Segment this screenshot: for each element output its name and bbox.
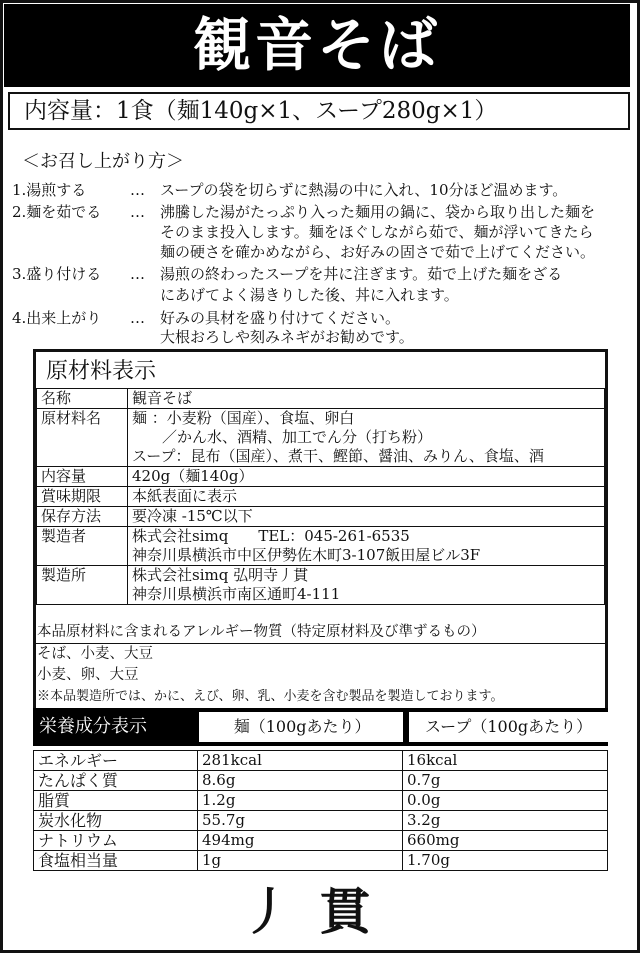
allergy-section (33, 622, 608, 707)
value-line: 420g（麺140g） (132, 467, 254, 485)
row-key: 保存方法 (37, 507, 128, 527)
step-text: 麺の硬さを確かめながら、お好みの固さで茹で上げてください。 (160, 243, 596, 261)
step-text: 大根おろしや刻みネギがお勧めです。 (160, 328, 414, 346)
step-2 (12, 203, 595, 222)
step-label: 2.麺を茹でる (12, 203, 102, 221)
value-line: 株式会社simq TEL：045-261-6535 (132, 527, 410, 545)
nutrient-name: 脂質 (34, 791, 198, 811)
noodle-value: 55.7g (198, 811, 403, 831)
nutrient-name: たんぱく質 (34, 771, 198, 791)
value-line: 神奈川県横浜市南区通町4-111 (132, 585, 341, 603)
table-row (37, 527, 605, 566)
step-dots: … (130, 181, 145, 199)
row-key: 名称 (37, 389, 128, 409)
table-row (34, 851, 608, 871)
value-line: 本紙表面に表示 (132, 487, 238, 505)
nutrient-name: 炭水化物 (34, 811, 198, 831)
table-row (34, 791, 608, 811)
value-line: ／かん水、酒精、加工でん分（打ち粉） (132, 428, 433, 446)
allergy-noodle: そば、小麦、大豆 (37, 646, 153, 662)
row-value (128, 527, 605, 566)
nutrient-name: ナトリウム (34, 831, 198, 851)
table-row (37, 507, 605, 527)
ingredients-table (36, 388, 605, 605)
nutrition-table (33, 750, 608, 871)
step-1 (12, 181, 567, 200)
value-line: スープ：昆布（国産）、煮干、鰹節、醤油、みりん、食塩、酒 (132, 447, 544, 465)
step-dots: … (130, 265, 145, 283)
nutrition-panel (33, 708, 608, 871)
table-row (37, 409, 605, 467)
content-amount: 内容量：1食（麺140g×1、スープ280g×1） (8, 92, 630, 130)
value-line: 神奈川県横浜市中区伊勢佐木町3-107飯田屋ビル3F (132, 546, 481, 564)
row-value (128, 409, 605, 467)
step-label: 3.盛り付ける (12, 265, 102, 283)
value-line: 麺 ：小麦粉（国産）、食塩、卵白 (132, 409, 355, 427)
noodle-value: 1.2g (198, 791, 403, 811)
soup-value: 1.70g (403, 851, 608, 871)
value-line: 株式会社simq 弘明寺丿貫 (132, 566, 309, 584)
how-to-title: ＜お召し上がり方＞ (22, 151, 184, 172)
ingredients-title: 原材料表示 (46, 359, 157, 384)
table-row (37, 487, 605, 507)
step-text: そのまま投入します。麺をほぐしながら茹で、麺が浮いてきたら (160, 223, 594, 241)
value-line: 要冷凍 -15℃以下 (132, 507, 253, 525)
table-row (34, 771, 608, 791)
step-label: 4.出来上がり (12, 309, 102, 327)
step-dots: … (130, 309, 145, 327)
row-value (128, 566, 605, 605)
table-row (34, 751, 608, 771)
product-title: 観音そば (4, 4, 630, 87)
step-text: スープの袋を切らずに熱湯の中に入れ、10分ほど温めます。 (160, 181, 568, 199)
table-row (34, 831, 608, 851)
step-4 (12, 309, 400, 328)
row-key: 賞味期限 (37, 487, 128, 507)
table-row (37, 389, 605, 409)
noodle-value: 494mg (198, 831, 403, 851)
nutrient-name: 食塩相当量 (34, 851, 198, 871)
nutrition-title: 栄養成分表示 (39, 716, 147, 737)
step-label: 1.湯煎する (12, 181, 87, 199)
row-key: 原材料名 (37, 409, 128, 467)
nutrient-name: エネルギー (34, 751, 198, 771)
nutrition-col-noodle: 麺（100gあたり） (199, 712, 403, 742)
allergy-soup: 小麦、卵、大豆 (37, 667, 139, 683)
noodle-value: 8.6g (198, 771, 403, 791)
brand-logo: 丿貫 (242, 882, 398, 941)
table-row (37, 467, 605, 487)
row-value (128, 487, 605, 507)
soup-value: 3.2g (403, 811, 608, 831)
soup-value: 0.0g (403, 791, 608, 811)
noodle-value: 1g (198, 851, 403, 871)
soup-value: 660mg (403, 831, 608, 851)
table-row (34, 811, 608, 831)
step-text: 好みの具材を盛り付けてください。 (160, 309, 401, 327)
row-key: 製造所 (37, 566, 128, 605)
row-key: 製造者 (37, 527, 128, 566)
nutrition-header (33, 708, 608, 746)
noodle-value: 281kcal (198, 751, 403, 771)
row-key: 内容量 (37, 467, 128, 487)
step-text: にあげてよく湯きりした後、丼に入れます。 (160, 286, 459, 304)
allergy-head: 本品原材料に含まれるアレルギー物質（特定原材料及び準ずるもの） (33, 622, 608, 644)
value-line: 観音そば (132, 389, 193, 407)
step-3 (12, 265, 562, 284)
soup-value: 0.7g (403, 771, 608, 791)
step-text: 沸騰した湯がたっぷり入った麺用の鍋に、袋から取り出した麺を (160, 203, 596, 221)
table-row (37, 566, 605, 605)
soup-value: 16kcal (403, 751, 608, 771)
nutrition-col-soup: スープ（100gあたり） (407, 712, 608, 742)
allergy-note: ※本品製造所では、かに、えび、卵、乳、小麦を含む製品を製造しております。 (37, 689, 504, 704)
row-value (128, 467, 605, 487)
step-text: 湯煎の終わったスープを丼に注ぎます。茹で上げた麺をざる (160, 265, 563, 283)
row-value (128, 389, 605, 409)
step-dots: … (130, 203, 145, 221)
row-value (128, 507, 605, 527)
